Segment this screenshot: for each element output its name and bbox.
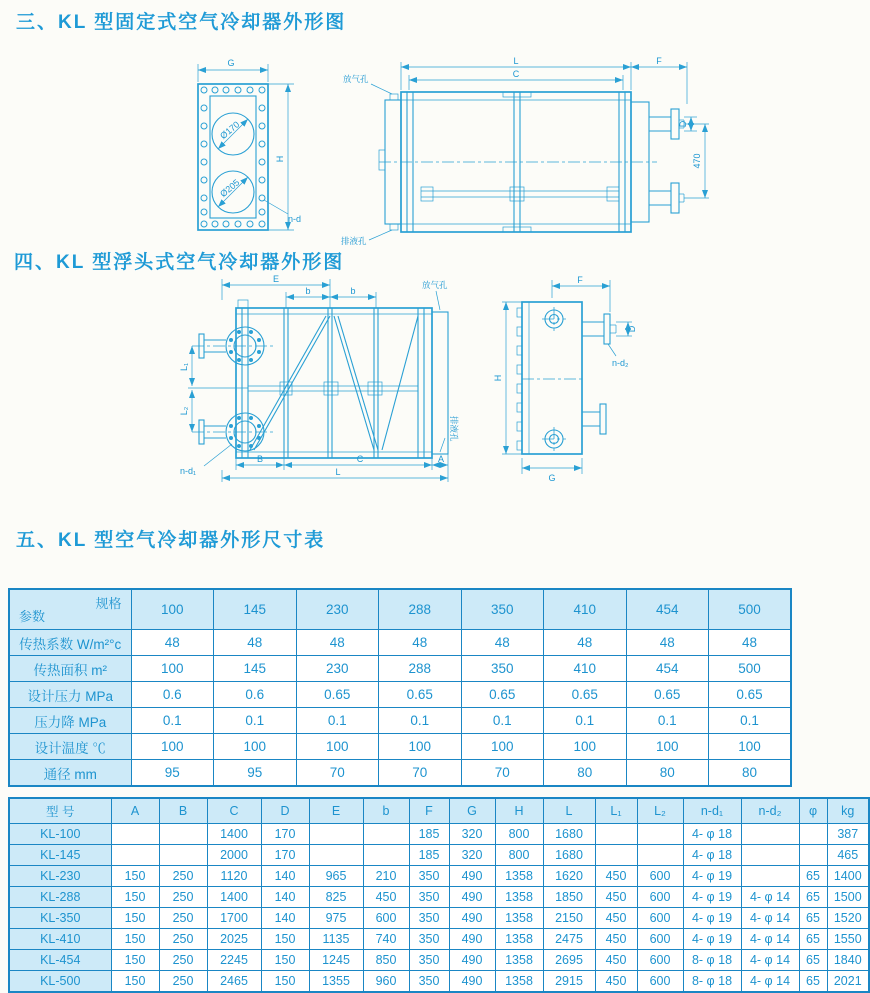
cell: 0.65 (626, 682, 709, 708)
dim-label-d: D (678, 120, 688, 128)
dim-label-l1: L₁ (179, 362, 189, 372)
cell: 95 (214, 760, 297, 787)
cell: 48 (709, 630, 792, 656)
cell (159, 824, 207, 845)
cell: 2021 (827, 971, 869, 993)
cell: 4- φ 19 (683, 929, 741, 950)
cell: 600 (637, 950, 683, 971)
cell: 100 (626, 734, 709, 760)
cell (741, 824, 799, 845)
cell (595, 845, 637, 866)
cell (309, 824, 363, 845)
table-row (9, 630, 791, 656)
cell: 2465 (207, 971, 261, 993)
cell (799, 845, 827, 866)
cell: 100 (461, 734, 544, 760)
cell: 350 (409, 929, 449, 950)
cell: 1700 (207, 908, 261, 929)
cell: 1358 (495, 866, 543, 887)
dim-label-g: G (548, 473, 556, 483)
column-header: 500 (709, 589, 792, 630)
cell: 1680 (543, 845, 595, 866)
table-row (9, 887, 869, 908)
table-row (9, 734, 791, 760)
dims-table-body (9, 824, 869, 993)
table-row (9, 760, 791, 787)
cell: 600 (637, 908, 683, 929)
cell: 4- φ 14 (741, 887, 799, 908)
parameters-table (8, 588, 792, 787)
row-header: 传热系数 W/m²°c (9, 630, 131, 656)
cell: 70 (461, 760, 544, 787)
cell: 100 (709, 734, 792, 760)
lower-flange (192, 413, 274, 451)
column-header: 288 (379, 589, 462, 630)
column-header: C (207, 798, 261, 824)
dim-label-nd: n-d (288, 214, 302, 224)
cell: 350 (409, 887, 449, 908)
cell: 100 (131, 734, 214, 760)
cell: 48 (214, 630, 297, 656)
cell: 150 (111, 866, 159, 887)
cell: 450 (595, 866, 637, 887)
cell: 975 (309, 908, 363, 929)
cell: 600 (637, 887, 683, 908)
cell: 170 (261, 824, 309, 845)
cell: 250 (159, 866, 207, 887)
cell: 4- φ 19 (683, 887, 741, 908)
cell: 65 (799, 887, 827, 908)
cell: 1850 (543, 887, 595, 908)
column-header: L₂ (637, 798, 683, 824)
cell: 65 (799, 908, 827, 929)
column-header: L₁ (595, 798, 637, 824)
cell: 4- φ 14 (741, 929, 799, 950)
row-header: KL-288 (9, 887, 111, 908)
cell: 490 (449, 866, 495, 887)
column-header: H (495, 798, 543, 824)
cell: 150 (111, 929, 159, 950)
cell: 250 (159, 908, 207, 929)
cell: 140 (261, 908, 309, 929)
cell: 350 (461, 656, 544, 682)
section3-title: 三、KL 型固定式空气冷却器外形图 (16, 12, 347, 33)
dim-label-c: C (512, 69, 520, 79)
cell: 410 (544, 656, 627, 682)
cell: 600 (637, 866, 683, 887)
cell: 80 (709, 760, 792, 787)
dim-label-d: D (627, 325, 637, 333)
dim-label-A: A (437, 454, 445, 464)
cell: 740 (363, 929, 409, 950)
column-header: L (543, 798, 595, 824)
cell (111, 824, 159, 845)
cell: 210 (363, 866, 409, 887)
cell: 1620 (543, 866, 595, 887)
cell: 450 (363, 887, 409, 908)
cell: 48 (131, 630, 214, 656)
cell: 2000 (207, 845, 261, 866)
cell: 490 (449, 950, 495, 971)
cell: 0.1 (544, 708, 627, 734)
cell: 1120 (207, 866, 261, 887)
cell (637, 845, 683, 866)
cell: 1358 (495, 950, 543, 971)
cell: 500 (709, 656, 792, 682)
cell: 450 (595, 929, 637, 950)
cell: 490 (449, 971, 495, 993)
cell: 320 (449, 845, 495, 866)
cell: 0.65 (379, 682, 462, 708)
cell: 150 (111, 887, 159, 908)
dim-label-470: 470 (692, 153, 702, 169)
cell: 0.1 (626, 708, 709, 734)
cell: 100 (544, 734, 627, 760)
row-header: KL-454 (9, 950, 111, 971)
params-header-row (9, 589, 791, 630)
cell: 2245 (207, 950, 261, 971)
cell (799, 824, 827, 845)
vent-hole-label: 放气孔 (422, 280, 448, 290)
cell: 4- φ 19 (683, 866, 741, 887)
cell: 1358 (495, 887, 543, 908)
cell: 145 (214, 656, 297, 682)
column-header: 145 (214, 589, 297, 630)
row-header: 设计温度 ℃ (9, 734, 131, 760)
cell: 1520 (827, 908, 869, 929)
column-header: 230 (296, 589, 379, 630)
cell: 825 (309, 887, 363, 908)
cell: 100 (131, 656, 214, 682)
cell: 2695 (543, 950, 595, 971)
dim-label-dia205: Ø205 (218, 177, 242, 200)
cell: 150 (261, 950, 309, 971)
cell: 1245 (309, 950, 363, 971)
column-header: b (363, 798, 409, 824)
cell: 800 (495, 824, 543, 845)
upper-flange (192, 327, 274, 365)
cell: 140 (261, 887, 309, 908)
cell: 0.1 (461, 708, 544, 734)
table-row (9, 866, 869, 887)
cell: 1840 (827, 950, 869, 971)
section4-title: 四、KL 型浮头式空气冷却器外形图 (14, 252, 345, 273)
table-row (9, 950, 869, 971)
column-header: 100 (131, 589, 214, 630)
column-header: F (409, 798, 449, 824)
cell (637, 824, 683, 845)
cell: 185 (409, 845, 449, 866)
cell (595, 824, 637, 845)
cell: 465 (827, 845, 869, 866)
cell (741, 845, 799, 866)
column-header: A (111, 798, 159, 824)
cell (363, 845, 409, 866)
dim-label-g: G (227, 58, 235, 68)
corner-label-spec: 规格 (95, 596, 122, 611)
dim-label-f: F (656, 56, 662, 66)
cell: 450 (595, 950, 637, 971)
table-row (9, 929, 869, 950)
cell: 0.6 (131, 682, 214, 708)
cell: 1500 (827, 887, 869, 908)
cell: 320 (449, 824, 495, 845)
cell: 2150 (543, 908, 595, 929)
cell: 8- φ 18 (683, 950, 741, 971)
row-header: KL-100 (9, 824, 111, 845)
cell: 48 (544, 630, 627, 656)
row-header: KL-350 (9, 908, 111, 929)
cell: 0.65 (461, 682, 544, 708)
params-table-body (9, 630, 791, 787)
cell: 70 (379, 760, 462, 787)
cell: 0.65 (296, 682, 379, 708)
cell: 65 (799, 929, 827, 950)
column-header: E (309, 798, 363, 824)
cell: 450 (595, 971, 637, 993)
cell: 150 (111, 971, 159, 993)
cell: 140 (261, 866, 309, 887)
floating-cooler-side-view-drawing (492, 274, 662, 486)
cell: 4- φ 14 (741, 971, 799, 993)
corner-label-param: 参数 (19, 609, 46, 624)
cell: 1358 (495, 971, 543, 993)
fixed-cooler-side-view-drawing (335, 54, 715, 248)
cell: 65 (799, 866, 827, 887)
cell: 0.1 (214, 708, 297, 734)
cell: 48 (461, 630, 544, 656)
cell: 0.1 (379, 708, 462, 734)
column-header: 350 (461, 589, 544, 630)
dim-label-L: L (335, 467, 341, 477)
table-row (9, 656, 791, 682)
cell: 65 (799, 950, 827, 971)
cell: 288 (379, 656, 462, 682)
table-row (9, 708, 791, 734)
cell: 150 (261, 929, 309, 950)
section5-title: 五、KL 型空气冷却器外形尺寸表 (16, 530, 326, 551)
cell: 80 (626, 760, 709, 787)
dim-label-l: L (513, 56, 519, 66)
cell: 230 (296, 656, 379, 682)
cell: 4- φ 14 (741, 950, 799, 971)
dim-label-f: F (577, 275, 583, 285)
cell: 850 (363, 950, 409, 971)
fixed-cooler-end-view-drawing (168, 54, 348, 248)
cell: 2475 (543, 929, 595, 950)
cell (363, 824, 409, 845)
cell: 4- φ 14 (741, 908, 799, 929)
dim-label-b2: b (350, 286, 356, 296)
table-row (9, 845, 869, 866)
cell (111, 845, 159, 866)
cell: 4- φ 18 (683, 845, 741, 866)
row-header: 通径 mm (9, 760, 131, 787)
cell: 1355 (309, 971, 363, 993)
cell: 1358 (495, 908, 543, 929)
cell: 350 (409, 866, 449, 887)
cell: 100 (296, 734, 379, 760)
cell: 0.1 (131, 708, 214, 734)
column-header: 454 (626, 589, 709, 630)
cell (159, 845, 207, 866)
cell: 2025 (207, 929, 261, 950)
column-header: 410 (544, 589, 627, 630)
column-header: D (261, 798, 309, 824)
dim-label-C: C (356, 454, 364, 464)
dim-label-l2: L₂ (179, 406, 189, 416)
row-header: KL-230 (9, 866, 111, 887)
cell: 490 (449, 929, 495, 950)
cell: 450 (595, 887, 637, 908)
cell: 48 (626, 630, 709, 656)
cell: 490 (449, 908, 495, 929)
cell: 1400 (207, 887, 261, 908)
cell: 454 (626, 656, 709, 682)
dim-label-B: B (256, 454, 264, 464)
cell: 960 (363, 971, 409, 993)
cell: 250 (159, 950, 207, 971)
table-row (9, 824, 869, 845)
cell: 350 (409, 971, 449, 993)
cell: 65 (799, 971, 827, 993)
cell: 1680 (543, 824, 595, 845)
drain-hole-label: 排液孔 (449, 416, 459, 442)
column-header: n-d₂ (741, 798, 799, 824)
cell: 250 (159, 887, 207, 908)
cell: 965 (309, 866, 363, 887)
cell: 250 (159, 971, 207, 993)
cell: 0.1 (709, 708, 792, 734)
cell: 150 (261, 971, 309, 993)
bolt-holes (201, 87, 265, 227)
dim-label-nd1: n-d₁ (180, 466, 197, 476)
dim-label-e: E (272, 274, 280, 284)
cell: 185 (409, 824, 449, 845)
cell: 1400 (827, 866, 869, 887)
cell: 350 (409, 908, 449, 929)
drain-hole-label: 排液孔 (341, 236, 367, 246)
cell: 1550 (827, 929, 869, 950)
cell: 1400 (207, 824, 261, 845)
column-header: G (449, 798, 495, 824)
cell: 600 (637, 929, 683, 950)
dim-label-h: H (493, 374, 503, 382)
cell: 0.1 (296, 708, 379, 734)
cell: 250 (159, 929, 207, 950)
cell: 100 (379, 734, 462, 760)
cell (741, 866, 799, 887)
cell: 70 (296, 760, 379, 787)
cell: 450 (595, 908, 637, 929)
cell: 0.65 (544, 682, 627, 708)
cell: 48 (379, 630, 462, 656)
cell: 170 (261, 845, 309, 866)
cell: 95 (131, 760, 214, 787)
dimensions-table (8, 797, 870, 993)
row-header: 传热面积 m² (9, 656, 131, 682)
column-header: n-d₁ (683, 798, 741, 824)
column-header: kg (827, 798, 869, 824)
row-header: 压力降 MPa (9, 708, 131, 734)
vent-hole-label: 放气孔 (343, 74, 369, 84)
floating-cooler-front-view-drawing (178, 274, 478, 486)
row-header: KL-410 (9, 929, 111, 950)
table-row (9, 908, 869, 929)
diagonal-header-cell (9, 589, 131, 630)
cell: 4- φ 18 (683, 824, 741, 845)
cell: 8- φ 18 (683, 971, 741, 993)
dim-label-dia170: Ø170 (218, 119, 242, 142)
cell: 387 (827, 824, 869, 845)
cell: 0.65 (709, 682, 792, 708)
cell: 100 (214, 734, 297, 760)
dim-label-nd2: n-d₂ (612, 358, 629, 368)
cell: 48 (296, 630, 379, 656)
cell: 350 (409, 950, 449, 971)
column-header: φ (799, 798, 827, 824)
cell: 600 (363, 908, 409, 929)
cell: 1135 (309, 929, 363, 950)
cell: 4- φ 19 (683, 908, 741, 929)
table-row (9, 971, 869, 993)
dim-label-b1: b (305, 286, 311, 296)
cell: 150 (111, 950, 159, 971)
row-header: KL-145 (9, 845, 111, 866)
cell: 0.6 (214, 682, 297, 708)
column-header: 型 号 (9, 798, 111, 824)
cell: 2915 (543, 971, 595, 993)
cell: 150 (111, 908, 159, 929)
cell: 800 (495, 845, 543, 866)
row-header: KL-500 (9, 971, 111, 993)
cell: 1358 (495, 929, 543, 950)
cell: 490 (449, 887, 495, 908)
column-header: B (159, 798, 207, 824)
row-header: 设计压力 MPa (9, 682, 131, 708)
table-row (9, 682, 791, 708)
cell: 600 (637, 971, 683, 993)
cell: 80 (544, 760, 627, 787)
dims-header-row (9, 798, 869, 824)
dim-label-h: H (275, 155, 285, 163)
cell (309, 845, 363, 866)
